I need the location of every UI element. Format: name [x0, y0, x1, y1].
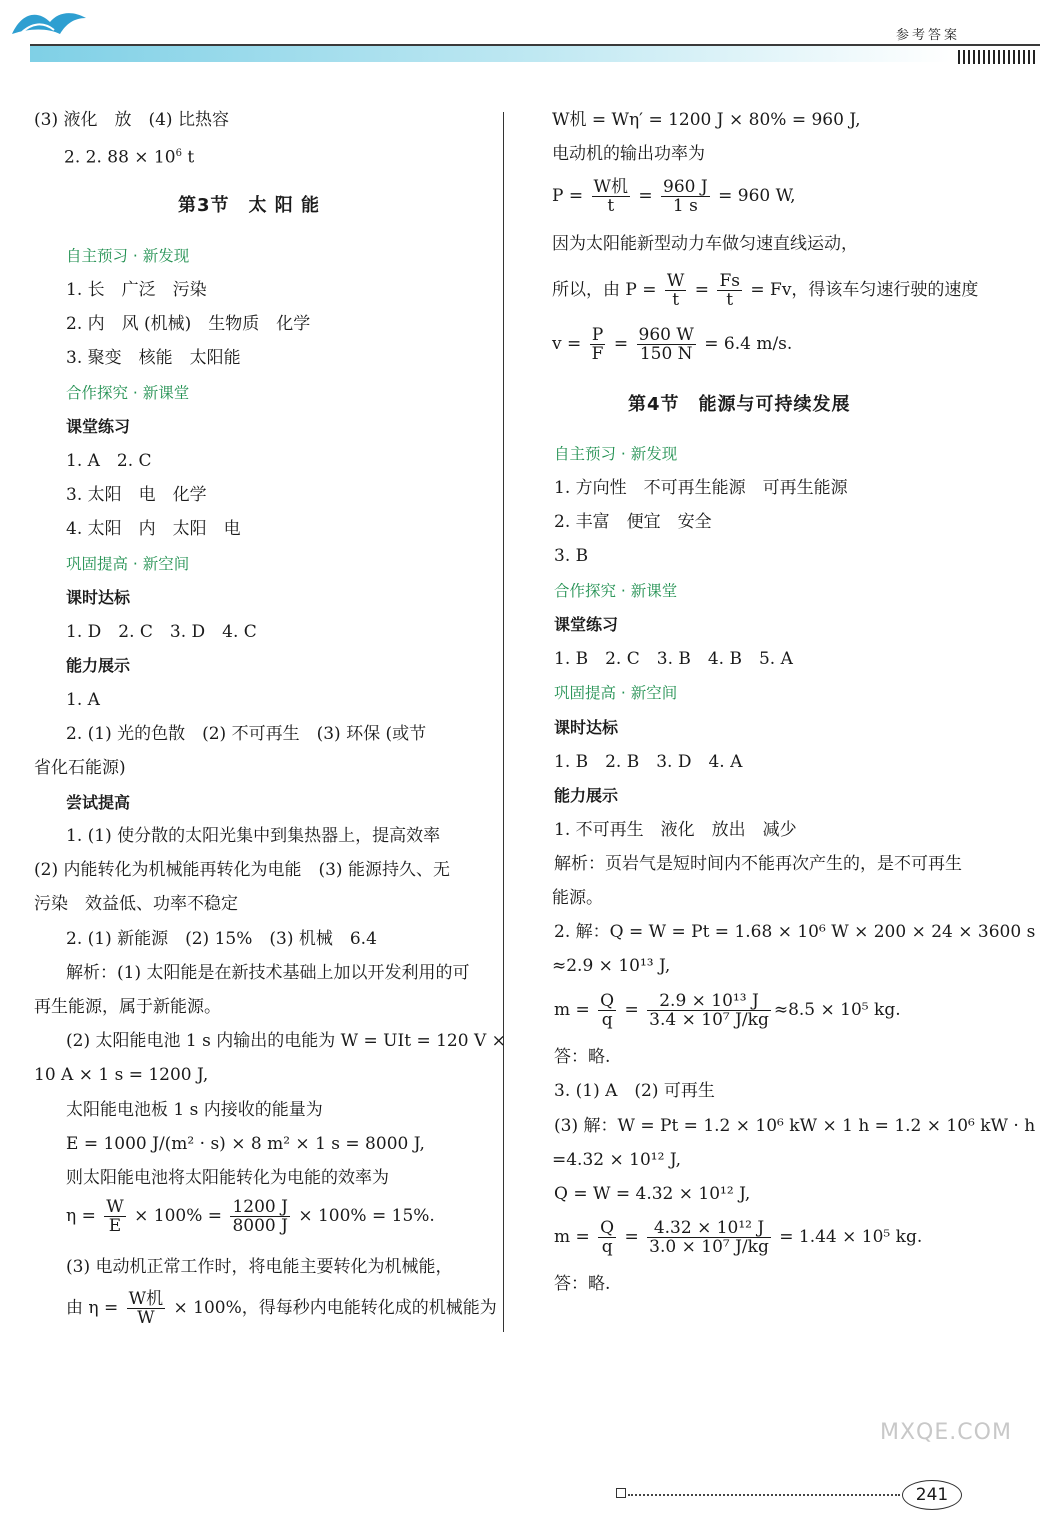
answer-line: 1. (1) 使分散的太阳光集中到集热器上，提高效率: [66, 826, 441, 846]
bird-logo-icon: [8, 4, 90, 48]
answer-line: 2. 解：Q = W = Pt = 1.68 × 10⁶ W × 200 × 24 × 3600 s: [554, 922, 1036, 942]
answer-line: 3. 聚变 核能 太阳能: [66, 348, 241, 368]
answer-line: 2. 内 风 (机械) 生物质 化学: [66, 314, 311, 334]
answer-line: ≈2.9 × 10¹³ J,: [552, 956, 671, 976]
explanation-line: (3) 电动机正常工作时，将电能主要转化为机械能，: [66, 1257, 453, 1277]
answer-line: Q = W = 4.32 × 10¹² J,: [554, 1184, 751, 1204]
subheading: 课时达标: [554, 718, 619, 737]
answer-line: 2. 丰富 便宜 安全: [554, 512, 712, 532]
answer-line: 2. (1) 光的色散 (2) 不可再生 (3) 环保 (或节: [66, 724, 427, 744]
answer-line: 4. 太阳 内 太阳 电: [66, 519, 241, 539]
subheading: 课时达标: [66, 588, 131, 607]
answer-line: 电动机的输出功率为: [552, 144, 705, 164]
header-rule: [30, 44, 1040, 46]
answer-line: 污染 效益低、功率不稳定: [34, 894, 238, 914]
section-title: 第3节 太 阳 能: [178, 195, 321, 216]
header-title: 参考答案: [895, 28, 960, 43]
answer-line: 1. 不可再生 液化 放出 减少: [554, 820, 797, 840]
subsection-heading: 自主预习 · 新发现: [554, 445, 678, 463]
answer-line: 1. B 2. B 3. D 4. A: [554, 752, 743, 772]
explanation-line: 10 A × 1 s = 1200 J,: [34, 1065, 209, 1085]
subsection-heading: 合作探究 · 新课堂: [554, 582, 678, 600]
barcode-decoration: [958, 50, 1038, 64]
subheading: 课堂练习: [554, 615, 619, 634]
explanation-line: 能源。: [552, 888, 603, 908]
answer-line: (3) 解：W = Pt = 1.2 × 10⁶ kW × 1 h = 1.2 × 10⁶ kW · h: [554, 1116, 1036, 1136]
subsection-heading: 自主预习 · 新发现: [66, 247, 190, 265]
subheading: 能力展示: [554, 786, 619, 805]
footer-square-icon: [616, 1488, 626, 1498]
explanation-line: 太阳能电池板 1 s 内接收的能量为: [66, 1100, 323, 1120]
answer-line: 1. 方向性 不可再生能源 可再生能源: [554, 478, 848, 498]
answer-line: (2) 内能转化为机械能再转化为电能 (3) 能源持久、无: [34, 860, 450, 880]
answer-line: 答：略.: [554, 1274, 611, 1294]
column-divider: [503, 112, 504, 1332]
formula-mass-2: m = $\frac{Q}{q}$ = $\frac{\text{4.32 × 10¹² J}}{\text{3.0 × 10⁷ J/kg}}$ = 1.44 × 10⁵ kg.: [554, 1218, 923, 1257]
explanation-line: 再生能源，属于新能源。: [34, 997, 221, 1017]
subsection-heading: 巩固提高 · 新空间: [66, 555, 190, 573]
footer-dotted-rule: [628, 1494, 900, 1496]
header-band: [30, 44, 950, 62]
formula-mass-1: m = $\frac{Q}{q}$ = $\frac{\text{2.9 × 10¹³ J}}{\text{3.4 × 10⁷ J/kg}}$ ≈8.5 × 10⁵ kg.: [554, 991, 901, 1030]
answer-line: 省化石能源): [34, 758, 126, 778]
formula-speed-derivation: 所以，由 P = $\frac{W}{t}$ = $\frac{Fs}{t}$ = Fv，得该车匀速行驶的速度: [552, 271, 979, 310]
answer-line: 2. (1) 新能源 (2) 15% (3) 机械 6.4: [66, 929, 377, 949]
answer-line: 1. A 2. C: [66, 451, 152, 471]
answer-line: (3) 液化 放 (4) 比热容: [34, 110, 229, 130]
answer-line: 1. D 2. C 3. D 4. C: [66, 622, 257, 642]
answer-line: W机 = Wη′ = 1200 J × 80% = 960 J,: [552, 110, 861, 130]
answer-line: 因为太阳能新型动力车做匀速直线运动，: [552, 234, 858, 254]
subheading: 尝试提高: [66, 793, 131, 812]
watermark: MXQE.COM: [880, 1420, 1012, 1445]
explanation-line: E = 1000 J/(m² · s) × 8 m² × 1 s = 8000 J,: [66, 1134, 425, 1154]
answer-line: 3. 太阳 电 化学: [66, 485, 207, 505]
formula-speed: v = $\frac{P}{F}$ = $\frac{960 W}{150 N}$ = 6.4 m/s.: [552, 325, 793, 364]
page-number: 241: [902, 1480, 962, 1510]
explanation-line: 解析：(1) 太阳能是在新技术基础上加以开发利用的可: [66, 963, 470, 983]
subheading: 能力展示: [66, 656, 131, 675]
subheading: 课堂练习: [66, 417, 131, 436]
answer-line: 3. B: [554, 546, 589, 566]
answer-line: 3. (1) A (2) 可再生: [554, 1081, 715, 1101]
answer-line: 1. 长 广泛 污染: [66, 280, 207, 300]
formula-power: P = $\frac{\text{W机}}{t}$ = $\frac{960 J}{1 s}$ = 960 W,: [552, 177, 796, 216]
answer-line: 2. 2. $88 \times 10^6$ t: [64, 147, 195, 168]
subsection-heading: 巩固提高 · 新空间: [554, 684, 678, 702]
answer-line: 1. B 2. C 3. B 4. B 5. A: [554, 649, 793, 669]
answer-line: 答：略.: [554, 1047, 611, 1067]
explanation-line: 则太阳能电池将太阳能转化为电能的效率为: [66, 1168, 389, 1188]
answer-line: 1. A: [66, 690, 100, 710]
explanation-line: 解析：页岩气是短时间内不能再次产生的，是不可再生: [554, 854, 962, 874]
answer-line: =4.32 × 10¹² J,: [552, 1150, 682, 1170]
section-title: 第4节 能源与可持续发展: [628, 394, 851, 415]
formula-mech-energy: 由 η = $\frac{\text{W机}}{W}$ × 100%，得每秒内电能转化成的机械能为: [66, 1289, 497, 1328]
explanation-line: (2) 太阳能电池 1 s 内输出的电能为 W = UIt = 120 V ×: [66, 1031, 506, 1051]
subsection-heading: 合作探究 · 新课堂: [66, 384, 190, 402]
formula-efficiency: η = $\frac{W}{E}$ × 100% = $\frac{1200 J}{8000 J}$ × 100% = 15%.: [66, 1197, 435, 1236]
